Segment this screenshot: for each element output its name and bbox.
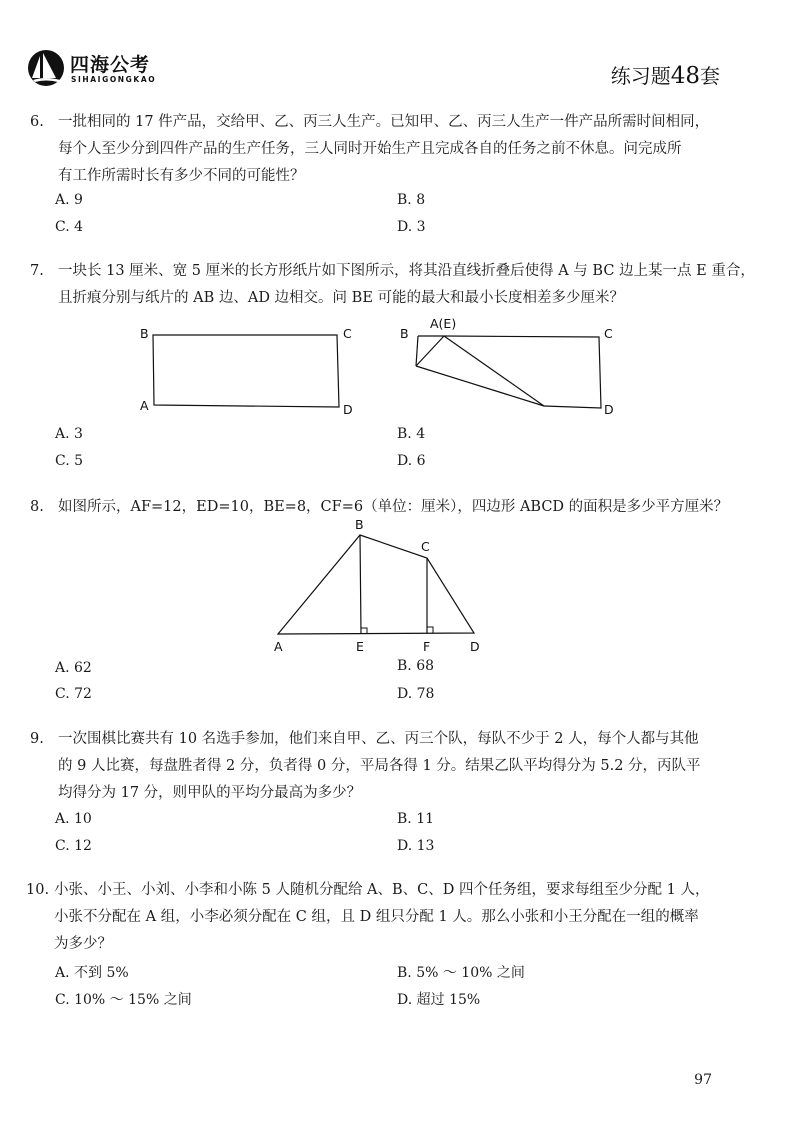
set-prefix: 练习题 [610,64,671,88]
question-text-line: 的 9 人比赛，每盘胜者得 2 分，负者得 0 分，平局各得 1 分。结果乙队平均得分为 5.2 分，丙队平 [58,758,701,774]
label-a: A [140,398,149,413]
publisher-logo [26,48,166,88]
q7-figures [130,318,630,418]
question-number: 8. [30,499,44,515]
question-text-line: 一次围棋比赛共有 10 名选手参加，他们来自甲、乙、丙三个队，每队不少于 2 人，每个人都与其他 [58,731,699,747]
folded-edge-ae [416,336,444,366]
question-9 [30,726,750,807]
question-number: 7. [30,263,44,279]
question-7 [30,258,755,312]
q8-figure [260,515,500,660]
question-text-line: 小张、小王、小刘、小李和小陈 5 人随机分配给 A、B、C、D 四个任务组，要求每组至少分配 1 人， [54,882,710,898]
question-number: 6. [30,114,44,130]
rectangle-outline [418,336,601,408]
q6-option-c: C. 4 [55,219,84,235]
question-text-line: 小张不分配在 A 组，小李必须分配在 C 组，且 D 组只分配 1 人。那么小张和小王分配在一组的概率 [54,909,699,925]
page-number: 97 [694,1072,712,1088]
label-c: C [421,539,430,554]
q9-option-c: C. 12 [55,838,92,854]
question-number: 9. [30,731,44,747]
q8-option-b: B. 68 [397,658,435,674]
label-a: A [274,639,283,654]
q9-option-d: D. 13 [397,838,435,854]
right-angle-f-icon [427,627,433,633]
set-number: 48 [670,63,700,89]
question-text-line: 如图所示，AF=12，ED=10，BE=8，CF=6（单位：厘米），四边形 ABCD 的面积是多少平方厘米？ [58,499,729,515]
question-10 [26,877,746,958]
label-f: F [423,639,431,654]
q6-option-b: B. 8 [397,192,426,208]
question-text-line: 且折痕分别与纸片的 AB 边、AD 边相交。问 BE 可能的最大和最小长度相差多少厘米？ [58,290,625,306]
q10-option-d: D. 超过 15% [397,992,481,1008]
q7-option-c: C. 5 [55,453,84,469]
q9-option-b: B. 11 [397,811,435,827]
logo-english-name: SIHAIGONGKAO [71,75,157,84]
rectangle-abcd [153,335,339,407]
segment-b-fold [416,336,418,366]
question-text-line: 为多少？ [54,936,112,952]
question-text-line: 一批相同的 17 件产品，交给甲、乙、丙三人生产。已知甲、乙、丙三人生产一件产品所需时间相同， [58,114,710,130]
q10-option-c: C. 10% ～ 15% 之间 [55,992,192,1008]
q6-option-d: D. 3 [397,219,426,235]
rectangle-figure [140,326,353,417]
label-b: B [400,326,409,341]
question-number: 10. [26,882,50,898]
label-c: C [343,326,352,341]
q6-option-a: A. 9 [55,192,83,208]
label-a-e: A(E) [430,318,457,331]
folded-edge-ed [444,336,544,406]
sailboat-logo-icon [26,48,66,88]
q9-option-a: A. 10 [55,811,92,827]
label-b: B [140,326,149,341]
label-d: D [343,402,353,417]
q7-option-d: D. 6 [397,453,426,469]
set-suffix: 套 [700,64,720,88]
label-b: B [355,517,364,532]
q8-option-a: A. 62 [55,660,92,676]
q10-option-b: B. 5% ～ 10% 之间 [397,965,525,981]
exercise-set-title [611,60,720,89]
q8-option-d: D. 78 [397,686,435,702]
q7-option-b: B. 4 [397,426,426,442]
question-text-line: 每个人至少分到四件产品的生产任务，三人同时开始生产且完成各自的任务之前不休息。问完成所 [58,141,682,157]
question-text-line: 一块长 13 厘米、宽 5 厘米的长方形纸片如下图所示，将其沿直线折叠后使得 A 与 BC 边上某一点 E 重合， [58,263,755,279]
label-d: D [604,402,614,417]
fold-line [416,366,544,406]
logo-chinese-name: 四海公考 [70,54,151,76]
label-d: D [470,639,480,654]
label-c: C [604,326,613,341]
altitude-be [360,535,361,634]
question-text-line: 均得分为 17 分，则甲队的平均分最高为多少？ [58,785,362,801]
q7-option-a: A. 3 [55,426,83,442]
question-6 [30,109,750,190]
folded-figure [400,318,614,417]
quadrilateral-abcd [278,535,474,634]
q8-option-c: C. 72 [55,686,92,702]
question-text-line: 有工作所需时长有多少不同的可能性？ [58,168,305,184]
q10-option-a: A. 不到 5% [55,965,129,981]
label-e: E [356,639,364,654]
